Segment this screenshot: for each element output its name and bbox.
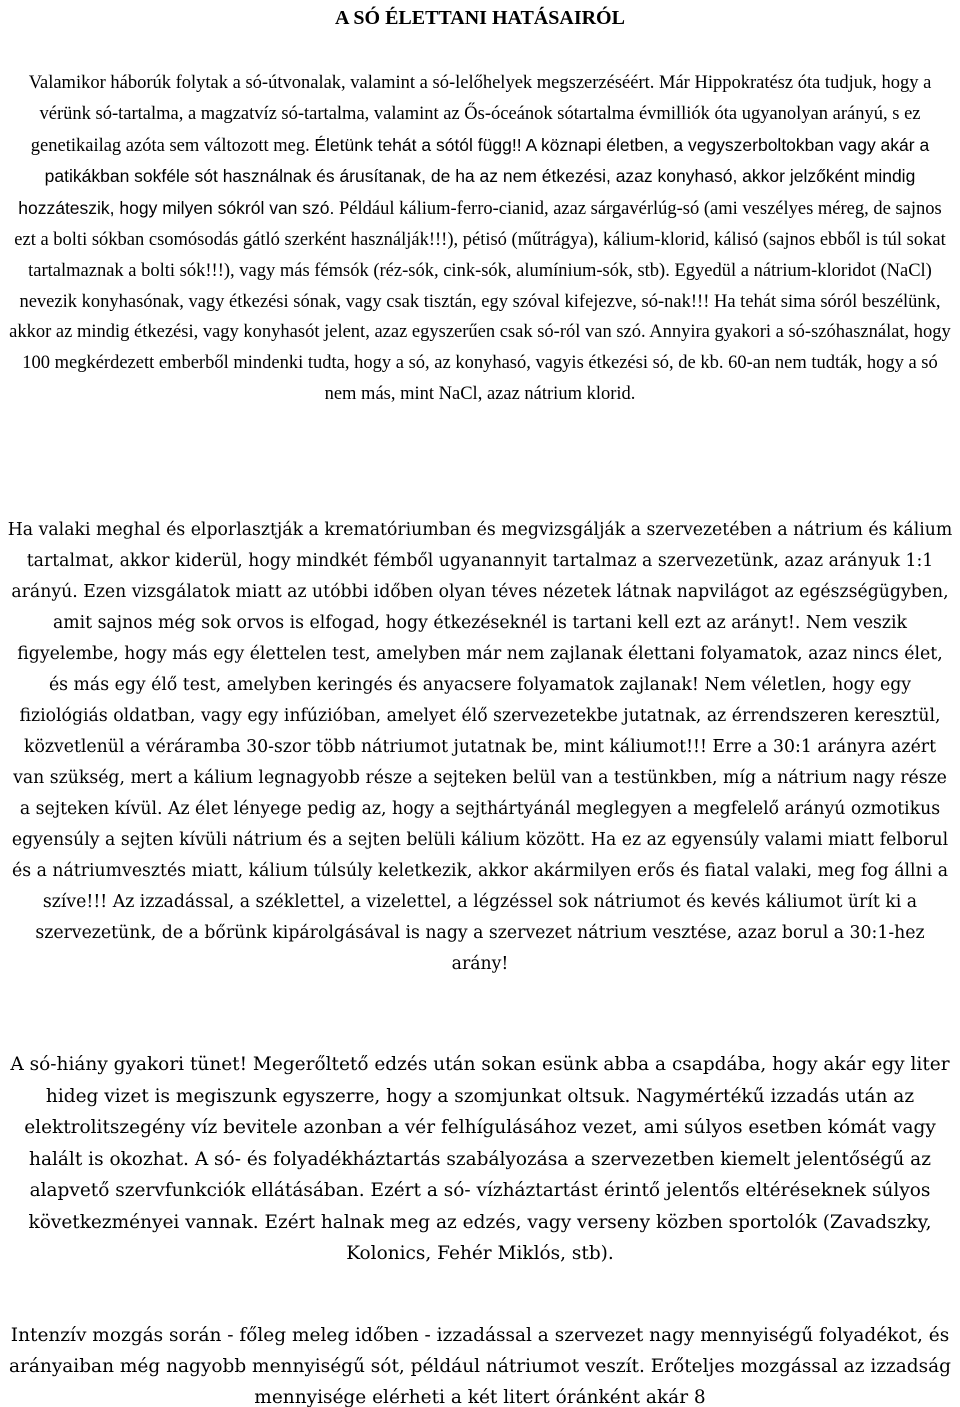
paragraph-1 xyxy=(6,68,954,410)
paragraph-3: A só-hiány gyakori tünet! Megerőltető edzés után sokan esünk abba a csapdába, hogy akár egy liter hideg vizet is megiszunk egyszerre, hogy a szomjunkat oltsuk. Nagymértékű izzadás után az elektrolitszegény víz bevitele azonban a vér felhígulásához vezet, ami súlyos esetben kómát vagy halált is okozhat. A só- és folyadékháztartás szabályozása a szervezetben kiemelt jelentőségű az alapvető szervfunkciók ellátásában. Ezért a só- vízháztartást érintő jelentős eltéréseknek súlyos következményei vannak. Ezért halnak meg az edzés, vagy verseny közben sportolók (Zavadszky, Kolonics, Fehér Miklós, stb). xyxy=(10,1054,950,1264)
paragraph-1-part-4: Egyedül a nátrium-kloridot (NaCl) nevezik konyhasónak, vagy étkezési sónak, vagy csak tisztán, egy szóval kifejezve, só-nak!!! Ha tehát sima sóról beszélünk, akkor az mindig étkezési, vagy konyhasót jelent, azaz egyszerűen csak só-ról van szó. Annyira gyakori a só-szóhasználat, hogy 100 megkérdezett emberből mindenki tudta, hogy a só, az konyhasó, vagyis étkezési só, de kb. 60-an nem tudták, hogy a só nem más, mint NaCl, azaz nátrium klorid. xyxy=(9,260,951,404)
document-title: A SÓ ÉLETTANI HATÁSAIRÓL xyxy=(335,7,625,29)
paragraph-1-part-1: Valamikor háborúk folytak a só-útvonalak, valamint a só-lelőhelyek megszerzéséért. Már Hippokratész óta tudjuk, hogy a vérünk só-tartalma, a magzatvíz só-tartalma, valamint az Ős-óceánok sótartalma évmilliók óta ugyanolyan arányú, s ez genetikailag azóta sem változott meg. xyxy=(28,73,932,156)
paragraph-4: Intenzív mozgás során - főleg meleg időben - izzadással a szervezet nagy mennyiségű folyadékot, és arányaiban még nagyobb mennyiségű sót, például nátriumot veszít. Erőteljes mozgással az izzadság mennyisége elérheti a két litert óránként akár 8 xyxy=(9,1325,951,1407)
paragraph-1-part-2: Életünk tehát a sótól függ!! A köznapi életben, a vegyszerboltokban vagy akár a patikákban sokféle sót használnak és árusítanak, de ha az nem étkezési, azaz konyhasó, akkor jelzőként mindig hozzáteszik, hogy milyen sókról van szó. xyxy=(18,134,930,219)
paragraph-1-part-3: Például kálium-ferro-cianid, azaz sárgavérlúg-só (ami veszélyes méreg, de sajnos ezt a bolti sókban csomósodás gátló szerként használják!!!), pétisó (műtrágya), kálium-klorid, kálisó (sajnos ebből is túl sokat tartalmaznak a bolti sók!!!), vagy más fémsók (réz-sók, cink-sók, alumínium-sók, stb). xyxy=(14,199,946,281)
paragraph-2: Ha valaki meghal és elporlasztják a krematóriumban és megvizsgálják a szervezetében a nátrium és kálium tartalmat, akkor kiderül, hogy mindkét fémből ugyanannyit tartalmaz a szervezetünk, azaz arányuk 1:1 arányú. Ezen vizsgálatok miatt az utóbbi időben olyan téves nézetek látnak napvilágot az egészségügyben, amit sajnos még sok orvos is elfogad, hogy étkezéseknél is tartani kell ezt az arányt!. Nem veszik figyelembe, hogy más egy élettelen test, amelyben már nem zajlanak élettani folyamatok, azaz nincs élet, és más egy élő test, amelyben keringés és anyacsere folyamatok zajlanak! Nem véletlen, hogy egy fiziológiás oldatban, vagy egy infúzióban, amelyet élő szervezetekbe jutatnak, az érrendszeren keresztül, közvetlenül a véráramba 30-szor több nátriumot jutatnak be, mint káliumot!!! Erre a 30:1 arányra azért van szükség, mert a kálium legnagyobb része a sejteken belül van a testünkben, míg a nátrium nagy része a sejteken kívül. Az élet lényege pedig az, hogy a sejthártyánál meglegyen a megfelelő arányú ozmotikus egyensúly a sejten kívüli nátrium és a sejten belüli kálium között. Ha ez az egyensúly valami miatt felborul és a nátriumvesztés miatt, kálium túlsúly keletkezik, akkor akármilyen erős és fiatal valaki, meg fog állni a szíve!!! Az izzadással, a széklettel, a vizelettel, a légzéssel sok nátriumot és kevés káliumot ürít ki a szervezetünk, de a bőrünk kipárolgásával is nagy a szervezet nátrium vesztése, azaz borul a 30:1-hez arány! xyxy=(7,520,953,974)
